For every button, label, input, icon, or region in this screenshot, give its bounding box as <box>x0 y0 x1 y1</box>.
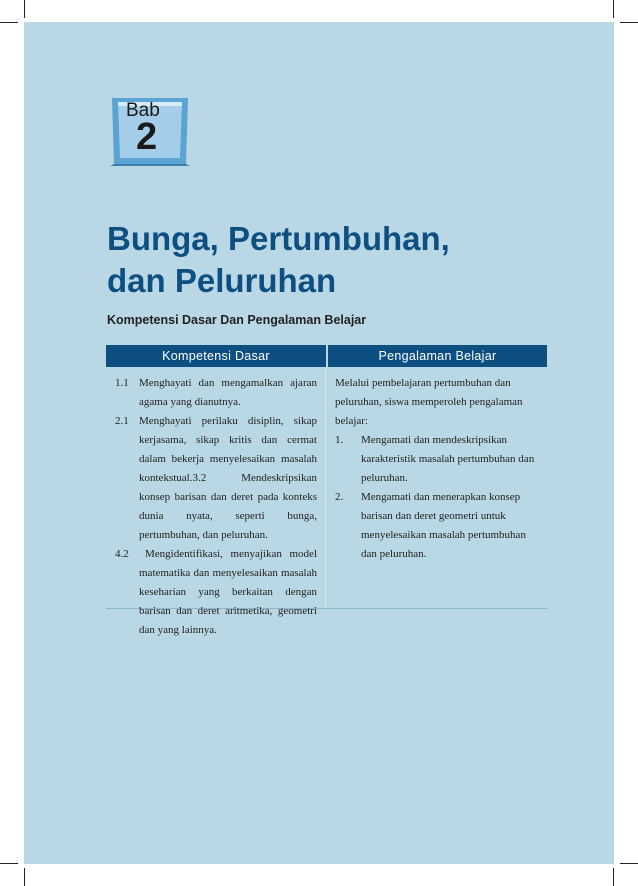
item-number: 1. <box>335 434 344 446</box>
crop-mark <box>613 868 614 886</box>
title-line-1: Bunga, Pertumbuhan, <box>107 220 450 257</box>
title-line-2: dan Peluruhan <box>107 262 337 299</box>
bab-number: 2 <box>136 116 158 158</box>
list-item <box>335 488 547 564</box>
list-item <box>106 412 325 545</box>
crop-mark <box>24 0 25 18</box>
table-header <box>106 345 547 367</box>
crop-mark <box>0 22 18 23</box>
table-body <box>106 367 547 636</box>
bab-label: Bab <box>126 100 160 121</box>
list-item <box>106 374 325 412</box>
crop-mark <box>24 868 25 886</box>
chapter-title <box>107 218 567 302</box>
crop-mark <box>0 863 18 864</box>
section-subtitle: Kompetensi Dasar Dan Pengalaman Belajar <box>107 313 367 327</box>
crop-mark <box>620 22 638 23</box>
intro-text: Melalui pembelajaran pertumbuhan dan peluruhan, siswa memperoleh pengalaman belajar: <box>335 377 523 427</box>
item-number: 2.1 <box>115 415 129 427</box>
chapter-badge <box>110 96 190 166</box>
header-pengalaman-belajar: Pengalaman Belajar <box>328 345 547 367</box>
kompetensi-dasar-column <box>106 367 326 636</box>
item-text: Mengamati dan menerapkan konsep barisan dan deret geometri untuk menyelesaikan masalah pertumbuhan dan peluruhan. <box>361 491 526 560</box>
item-text: Mengamati dan mendeskripsikan karakteristik masalah pertumbuhan dan peluruhan. <box>361 434 535 484</box>
pengalaman-belajar-column <box>326 367 547 608</box>
item-text: Menghayati perilaku disiplin, sikap kerjasama, sikap kritis dan cermat dalam bekerja menyelesaikan masalah kontekstual.3.2 Mendeskripsikan konsep barisan dan deret pada konteks dunia nyata, seperti bunga, pertumbuhan, dan peluruhan. <box>139 415 317 541</box>
list-item <box>335 431 547 488</box>
crop-mark <box>613 0 614 18</box>
item-number: 4.2 <box>115 548 129 560</box>
item-text: Menghayati dan mengamalkan ajaran agama yang dianutnya. <box>139 377 317 408</box>
item-number: 2. <box>335 491 344 503</box>
item-number: 1.1 <box>115 377 129 389</box>
item-text: Mengidentifikasi, menyajikan model matematika dan menyelesaikan masalah keseharian yang berkaitan dengan barisan dan deret aritmetika, geometri dan yang lainnya. <box>139 548 317 636</box>
crop-mark <box>620 863 638 864</box>
competency-table <box>106 345 547 636</box>
list-item <box>106 545 325 640</box>
header-kompetensi-dasar: Kompetensi Dasar <box>106 345 326 367</box>
